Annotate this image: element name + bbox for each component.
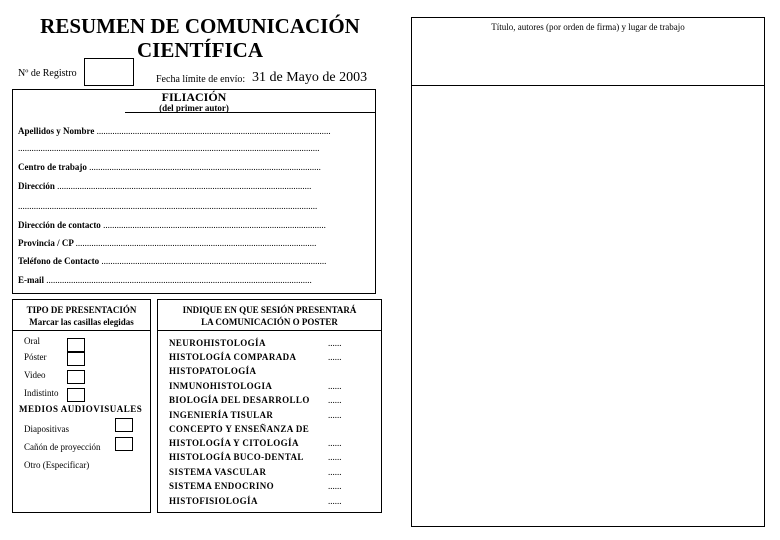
registro-label: Nº de Registro xyxy=(18,68,77,79)
sesion-item: SISTEMA ENDOCRINO xyxy=(169,481,275,491)
option-oral-checkbox[interactable] xyxy=(67,338,85,352)
abstract-title-label: Título, autores (por orden de firma) y lugar de trabajo xyxy=(491,22,685,32)
tipo-divider xyxy=(13,330,150,331)
sesion-item: BIOLOGÍA DEL DESARROLLO xyxy=(169,395,310,405)
sesion-item: HISTOPATOLOGÍA xyxy=(169,366,257,376)
filiacion-section xyxy=(12,89,376,294)
field-direccion[interactable]: Dirección ................................................................................................................. xyxy=(18,181,312,191)
sesion-item: INMUNOHISTOLOGIA xyxy=(169,381,273,391)
tipo-heading: TIPO DE PRESENTACIÓN Marcar las casillas elegidas xyxy=(26,305,137,327)
sesion-item-mark[interactable]: ...... xyxy=(328,338,342,348)
sesion-item: HISTOLOGÍA BUCO-DENTAL xyxy=(169,452,304,462)
sesion-item-mark[interactable]: ...... xyxy=(328,496,342,506)
sesion-section xyxy=(157,299,382,513)
filiacion-divider xyxy=(125,112,375,113)
sesion-item-mark[interactable]: ...... xyxy=(328,395,342,405)
medios-audiovisuales-title: MEDIOS AUDIOVISUALES xyxy=(19,404,143,414)
sesion-item-mark[interactable]: ...... xyxy=(328,352,342,362)
sesion-item-mark[interactable]: ...... xyxy=(328,410,342,420)
sesion-item-mark[interactable]: ...... xyxy=(328,481,342,491)
sesion-item-mark[interactable]: ...... xyxy=(328,452,342,462)
deadline-date: 31 de Mayo de 2003 xyxy=(252,70,368,85)
medio-canon-label: Cañón de proyección xyxy=(24,442,101,452)
sesion-item: SISTEMA VASCULAR xyxy=(169,467,267,477)
sesion-item: HISTOLOGÍA Y CITOLOGÍA xyxy=(169,438,299,448)
option-poster-checkbox[interactable] xyxy=(67,352,85,366)
option-video-label: Video xyxy=(24,370,46,380)
medio-otro-label: Otro (Especificar) xyxy=(24,460,90,470)
filiacion-title: FILIACIÓN xyxy=(161,90,227,104)
registro-field[interactable] xyxy=(84,58,134,86)
sesion-item-mark[interactable]: ...... xyxy=(328,467,342,477)
sesion-item-mark[interactable]: ...... xyxy=(328,438,342,448)
option-indistinto-label: Indistinto xyxy=(24,388,59,398)
medio-diapositivas-label: Diapositivas xyxy=(24,424,69,434)
form-title: RESUMEN DE COMUNICACIÓN CIENTÍFICA xyxy=(40,14,360,62)
field-direccion-cont[interactable]: ..................................................................................................................................... xyxy=(18,201,318,211)
abstract-divider xyxy=(412,85,764,86)
deadline-label: Fecha límite de envío: xyxy=(156,74,246,85)
sesion-item: NEUROHISTOLOGÍA xyxy=(169,338,266,348)
option-poster-label: Póster xyxy=(24,352,47,362)
sesion-item-mark[interactable]: ...... xyxy=(328,381,342,391)
field-centro-trabajo[interactable]: Centro de trabajo ....................................................................................................... xyxy=(18,162,321,172)
filiacion-subtitle: (del primer autor) xyxy=(159,103,229,113)
sesion-heading: INDIQUE EN QUE SESIÓN PRESENTARÁ LA COMUNICACIÓN O POSTER xyxy=(182,305,357,327)
sesion-item: CONCEPTO Y ENSEÑANZA DE xyxy=(169,424,310,434)
abstract-panel xyxy=(411,17,765,527)
field-apellidos-nombre-cont[interactable]: ...................................................................................................................................... xyxy=(18,143,320,153)
option-video-checkbox[interactable] xyxy=(67,370,85,384)
field-apellidos-nombre[interactable]: Apellidos y Nombre ........................................................................................................ xyxy=(18,126,331,136)
field-email[interactable]: E-mail ...................................................................................................................... xyxy=(18,275,312,285)
field-telefono[interactable]: Teléfono de Contacto .................................................................................................... xyxy=(18,256,327,266)
sesion-item: HISTOLOGÍA COMPARADA xyxy=(169,352,297,362)
sesion-item: HISTOFISIOLOGÍA xyxy=(169,496,258,506)
field-provincia-cp[interactable]: Provincia / CP ........................................................................................................... xyxy=(18,238,317,248)
option-oral-label: Oral xyxy=(24,336,40,346)
option-indistinto-checkbox[interactable] xyxy=(67,388,85,402)
medio-diapositivas-checkbox[interactable] xyxy=(115,418,133,432)
sesion-divider xyxy=(158,330,381,331)
tipo-presentacion-section xyxy=(12,299,151,513)
medio-canon-checkbox[interactable] xyxy=(115,437,133,451)
field-direccion-contacto[interactable]: Dirección de contacto ................................................................................................... xyxy=(18,220,326,230)
sesion-item: INGENIERÍA TISULAR xyxy=(169,410,274,420)
